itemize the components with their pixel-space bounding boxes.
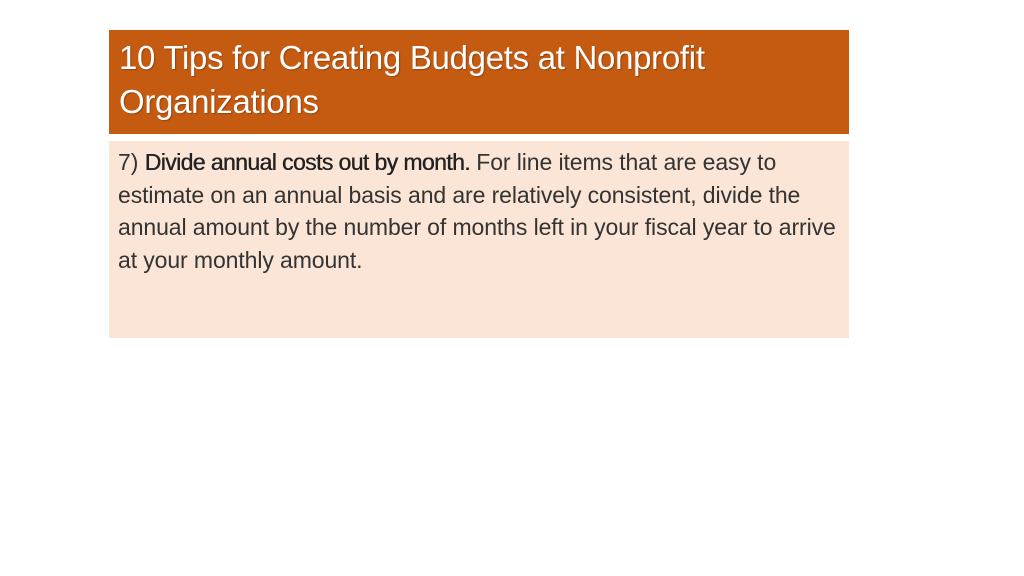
title-banner (109, 30, 849, 134)
tip-description: For line items that are easy to estimate on an annual basis and are relatively consistent, divide the annual amount by the number of months left in your fiscal year to arrive at your monthly amount. (118, 149, 836, 273)
tip-heading: Divide annual costs out by month. (144, 149, 470, 175)
slide-title: 10 Tips for Creating Budgets at Nonprofit Organizations (119, 39, 705, 120)
tip-content-box (109, 141, 849, 338)
tip-number: 7) (118, 149, 139, 175)
tip-paragraph (118, 146, 839, 276)
